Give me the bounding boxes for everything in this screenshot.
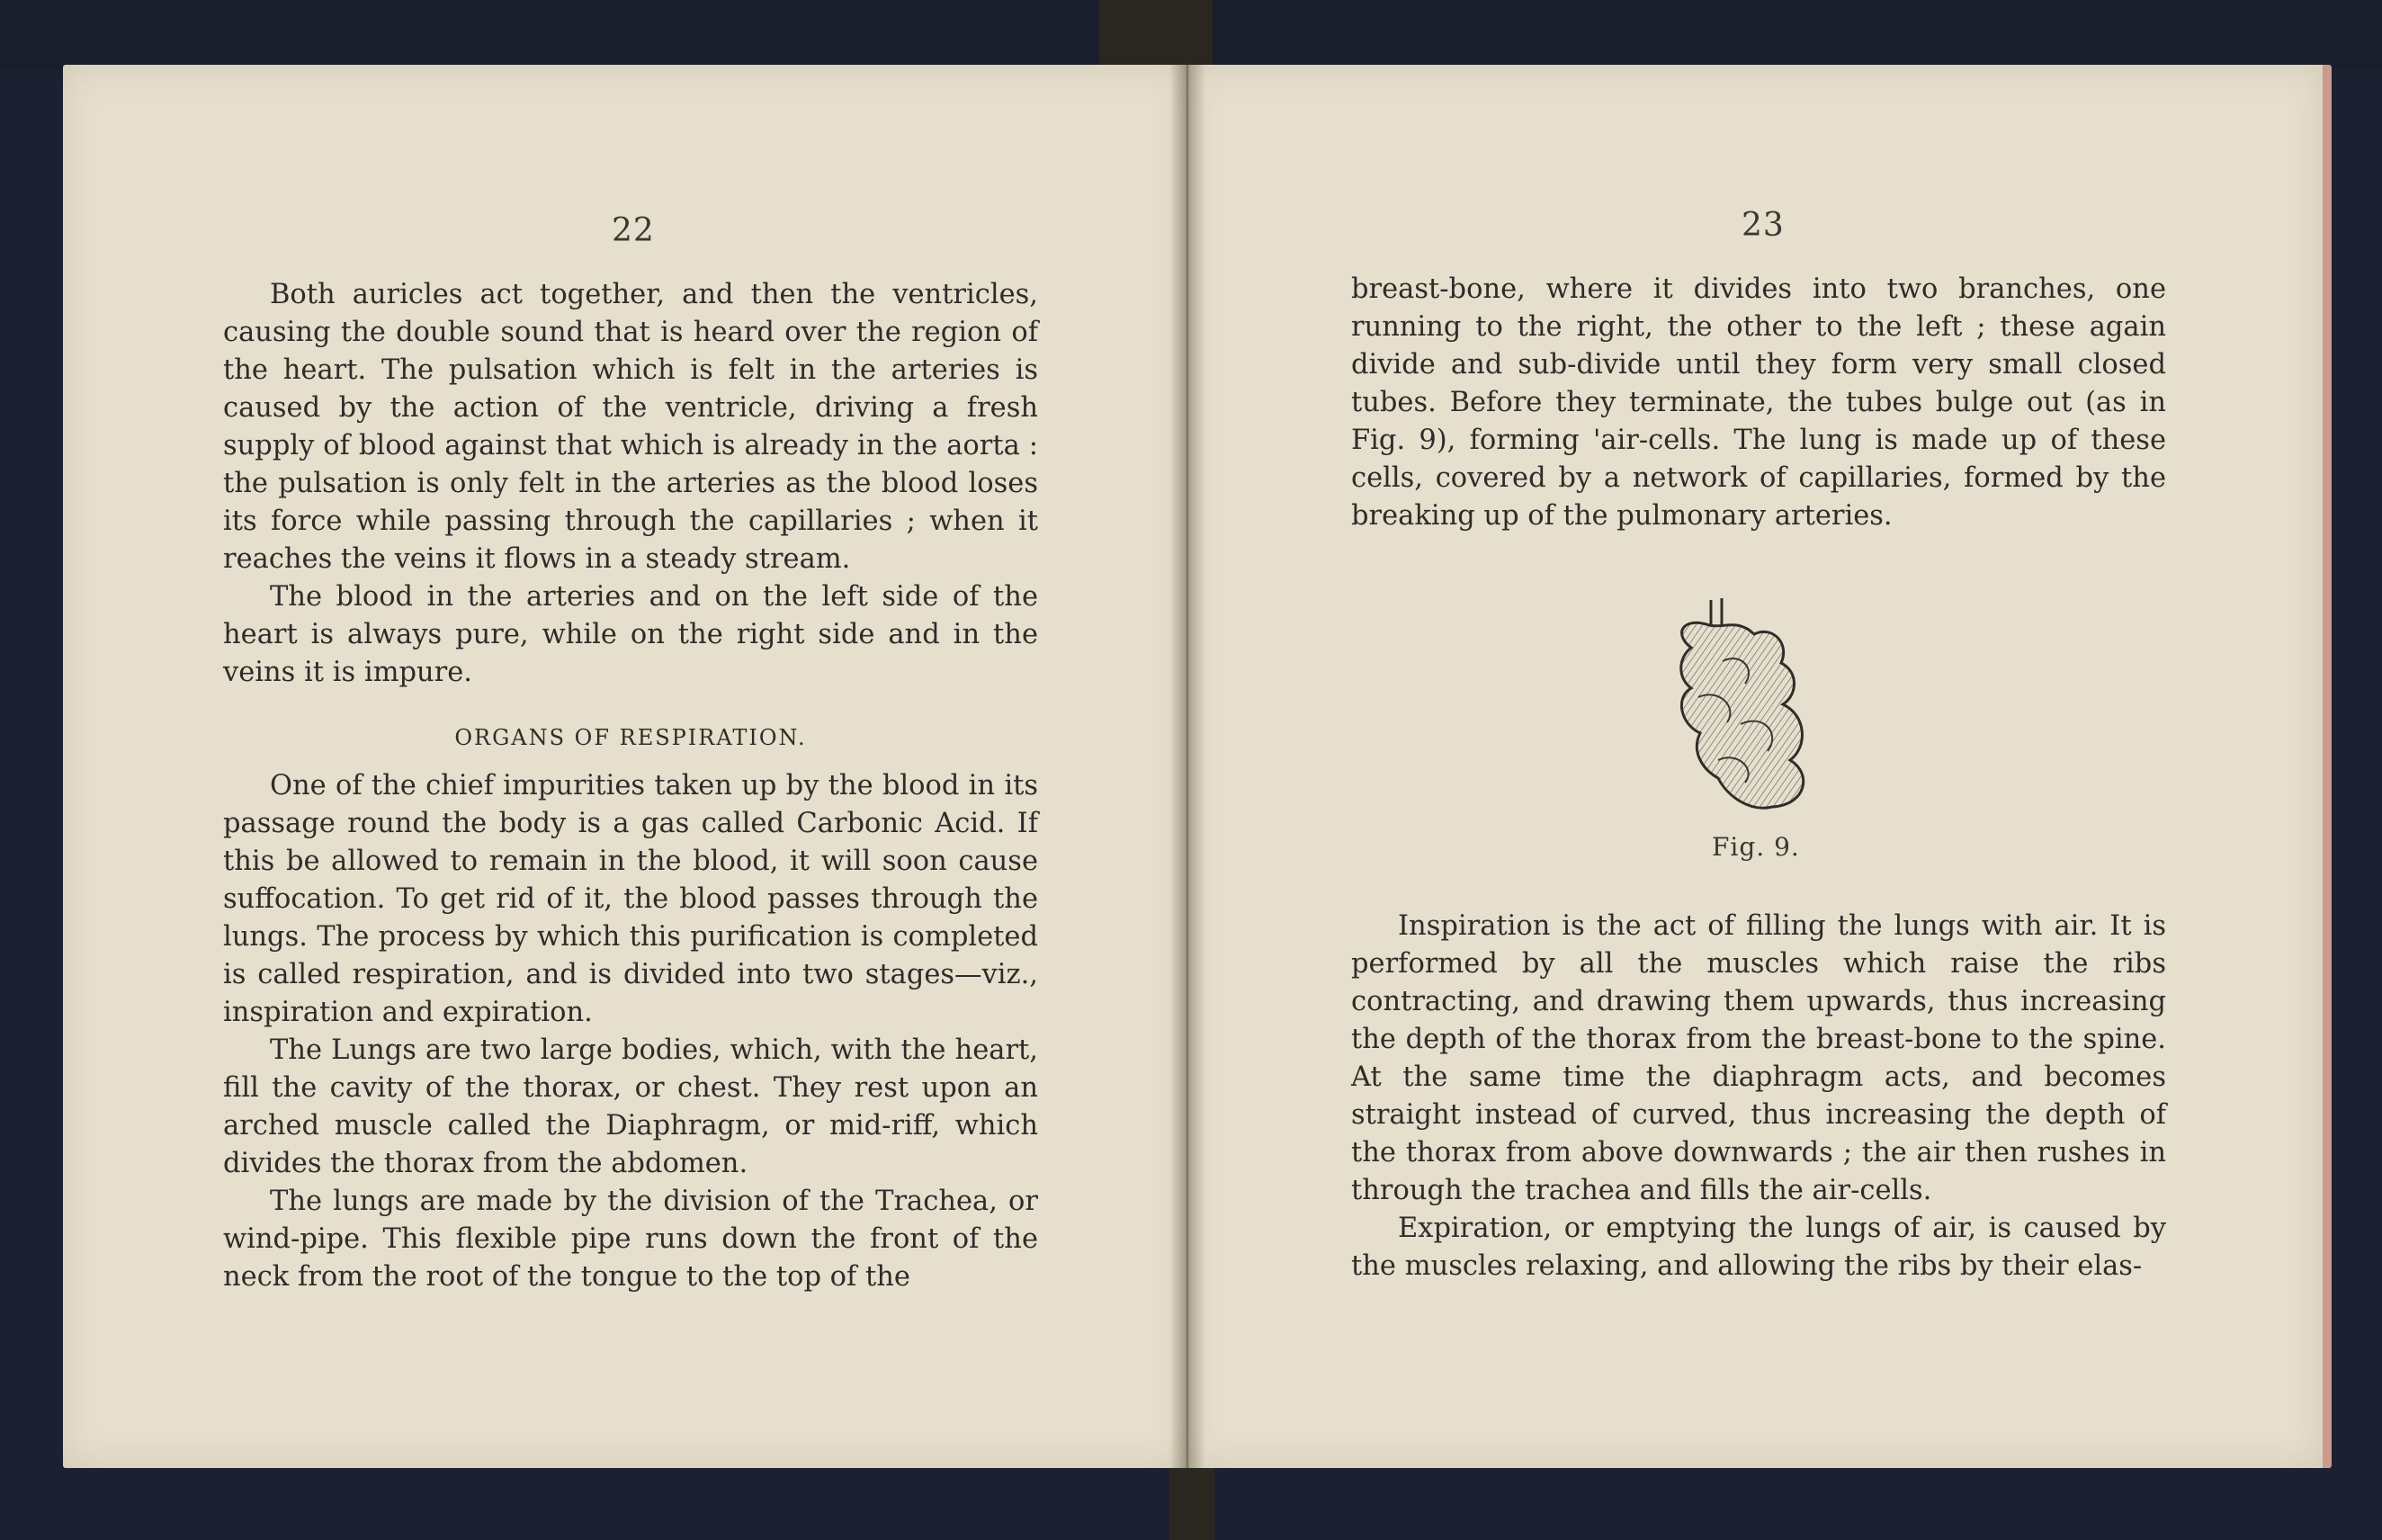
book-gutter: [1169, 65, 1205, 1468]
left-paragraph-5: The lungs are made by the division of the Trachea, or wind-pipe. This flexible pipe runs down the front of the neck from the root of the tongue to the top of the: [223, 1186, 1038, 1293]
left-paragraph-1: Both auricles act together, and then the ventricles, causing the double sound that is heard over the region of the heart. The pulsation which is felt in the arteries is caused by the action of the ventricle, driving a fresh supply of blood against that which is already in the aorta : the pulsation is only felt in the arteries as the blood loses its force while passing through the capillaries ; when it reaches the veins it flows in a steady stream.: [223, 279, 1038, 575]
lung-air-cells-figure: [1655, 598, 1871, 823]
left-page-text-bottom: [223, 767, 1038, 1296]
right-paragraph-3: Expiration, or emptying the lungs of air, is caused by the muscles relaxing, and allowing the ribs by their elas-: [1351, 1213, 2166, 1282]
right-page-text-top: [1351, 271, 2166, 535]
left-page-number: 22: [612, 212, 655, 249]
right-paragraph-2: Inspiration is the act of filling the lungs with air. It is performed by all the muscles which raise the ribs contracting, and drawing them upwards, thus increasing the depth of the thorax from the breast-bone to the spine. At the same time the diaphragm acts, and becomes straight instead of curved, thus increasing the depth of the thorax from above downwards ; the air then rushes in through the trachea and fills the air-cells.: [1351, 910, 2166, 1206]
section-heading: ORGANS OF RESPIRATION.: [454, 725, 807, 750]
left-paragraph-3: One of the chief impurities taken up by the blood in its passage round the body is a gas called Carbonic Acid. If this be allowed to remain in the blood, it will soon cause suffocation. To get rid of it, the blood passes through the lungs. The process by which this purification is completed is called respiration, and is divided into two stages—viz., inspiration and expiration.: [223, 770, 1038, 1028]
left-paragraph-2: The blood in the arteries and on the left side of the heart is always pure, while on the right side and in the veins it is impure.: [223, 581, 1038, 688]
left-page-text-top: [223, 276, 1038, 692]
right-page-number: 23: [1742, 207, 1785, 244]
book-spine-bottom: [1169, 1457, 1214, 1540]
right-paragraph-1: breast-bone, where it divides into two branches, one running to the right, the other to the left ; these again divide and sub-divide until they form very small closed tubes. Before they terminate, the tubes bulge out (as in Fig. 9), forming 'air-cells. The lung is made up of these cells, covered by a network of capillaries, formed by the breaking up of the pulmonary arteries.: [1351, 273, 2166, 532]
right-page-text-bottom: [1351, 908, 2166, 1285]
left-paragraph-4: The Lungs are two large bodies, which, with the heart, fill the cavity of the thorax, or chest. They rest upon an arched muscle called the Diaphragm, or mid-riff, which divides the thorax from the abdomen.: [223, 1034, 1038, 1179]
figure-caption: Fig. 9.: [1712, 832, 1800, 862]
